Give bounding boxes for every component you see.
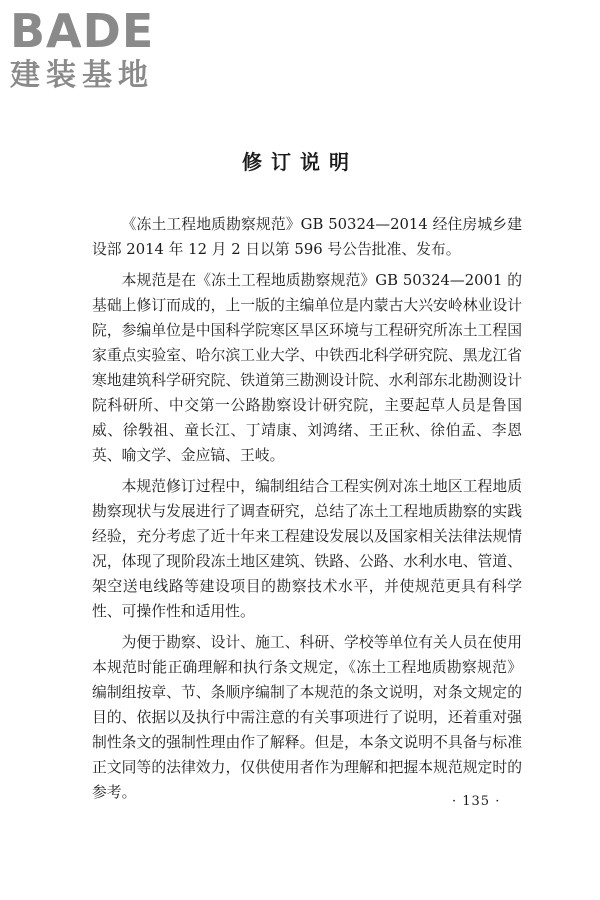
- page-title: 修订说明: [242, 150, 358, 174]
- logo: [10, 4, 180, 94]
- document-body: [92, 212, 522, 811]
- paragraph-approval: 《冻土工程地质勘察规范》GB 50324—2014 经住房城乡建设部 2014 年 12 月 2 日以第 596 号公告批准、发布。: [92, 216, 522, 258]
- paragraph-revision-process: 本规范修订过程中，编制组结合工程实例对冻土地区工程地质勘察现状与发展进行了调查研究，总结了冻土工程地质勘察的实践经验，充分考虑了近十年来工程建设发展以及国家相关法律法规情况，体现了现阶段冻土地区建筑、铁路、公路、水利水电、管道、架空送电线路等建设项目的勘察技术水平，并使规范更具有科学性、可操作性和适用性。: [92, 478, 522, 620]
- paragraph-history: 本规范是在《冻土工程地质勘察规范》GB 50324—2001 的基础上修订而成的，上一版的主编单位是内蒙古大兴安岭林业设计院，参编单位是中国科学院寒区旱区环境与工程研究所冻土工程国家重点实验室、哈尔滨工业大学、中铁西北科学研究院、黑龙江省寒地建筑科学研究院、铁道第三勘测设计院、水利部东北勘测设计院科研所、中交第一公路勘察设计研究院，主要起草人员是鲁国威、徐斅祖、童长江、丁靖康、刘鸿绪、王正秋、徐伯孟、李恩英、喻文学、金应镐、王岐。: [92, 272, 522, 464]
- logo-latin-text: BADE: [10, 4, 155, 58]
- paragraph-explanation-purpose: 为便于勘察、设计、施工、科研、学校等单位有关人员在使用本规范时能正确理解和执行条文规定，《冻土工程地质勘察规范》编制组按章、节、条顺序编制了本规范的条文说明，对条文规定的目的、依据以及执行中需注意的有关事项进行了说明，还着重对强制性条文的强制性理由作了解释。但是，本条文说明不具备与标准正文同等的法律效力，仅供使用者作为理解和把握本规范规定时的参考。: [92, 634, 522, 801]
- logo-cjk-text: 建装基地: [10, 58, 154, 93]
- page-number: · 135 ·: [452, 794, 501, 809]
